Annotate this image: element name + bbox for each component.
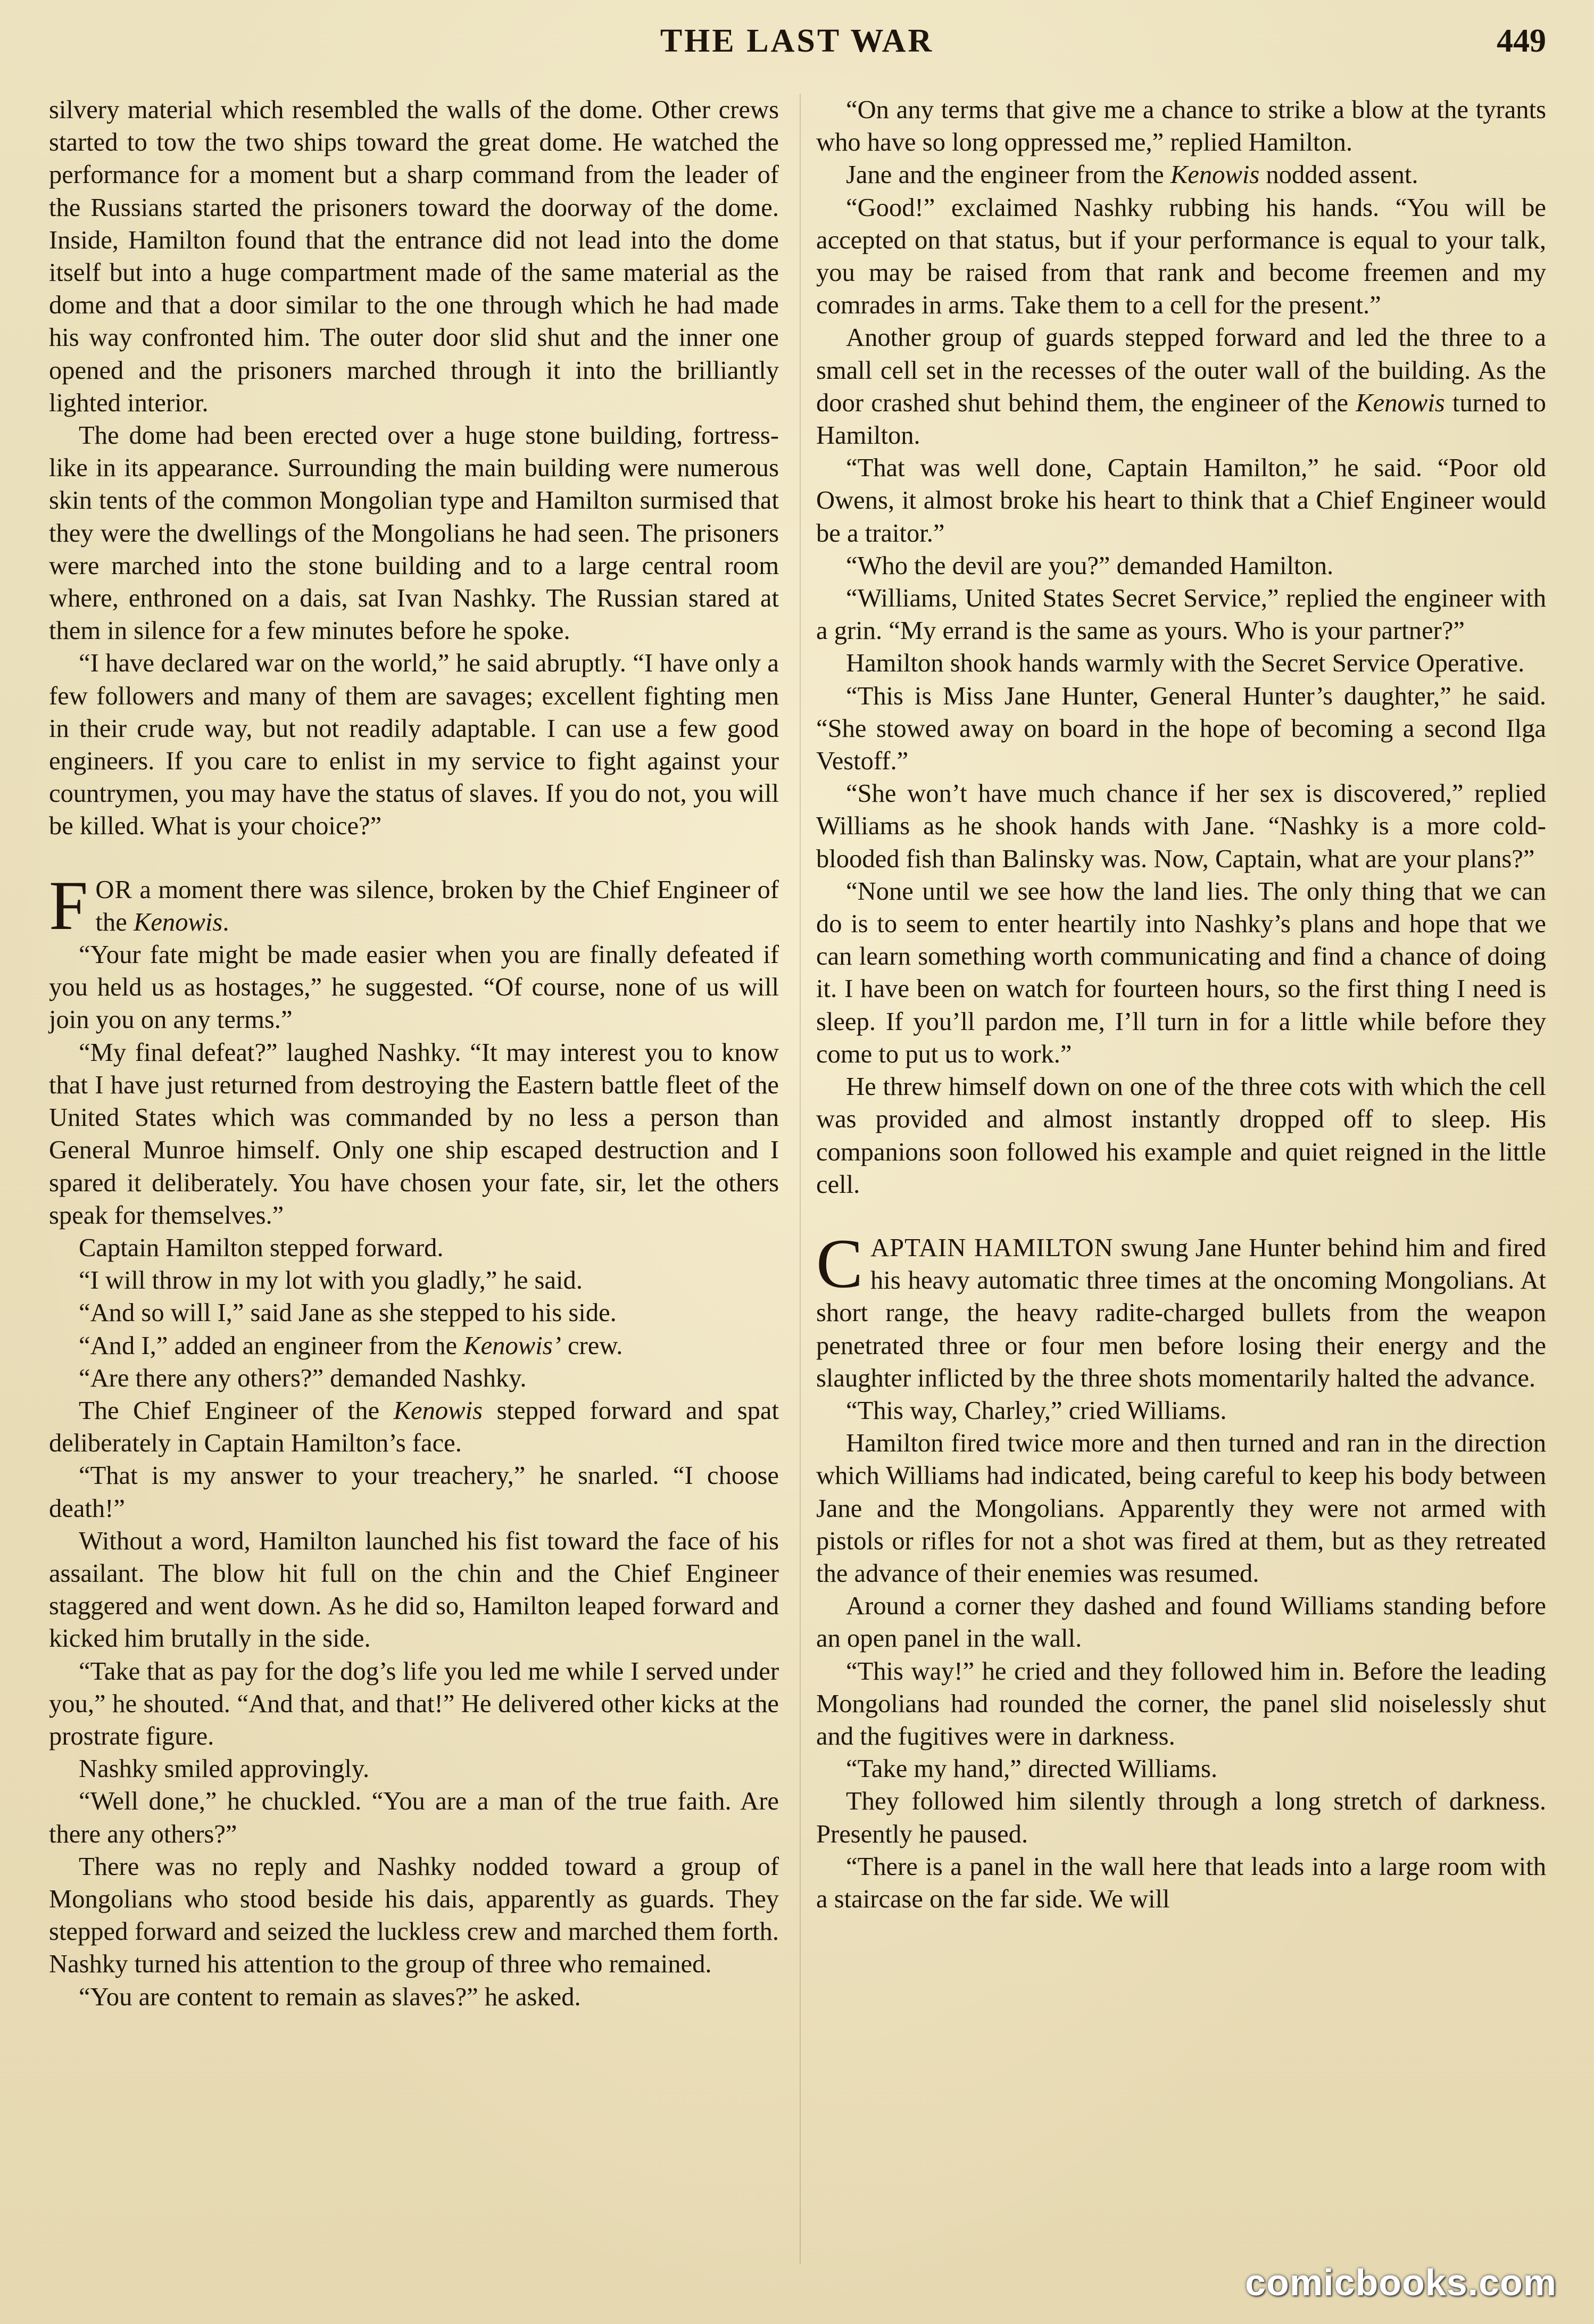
paragraph: There was no reply and Nashky nodded toward a group of Mongolians who stood beside his dais, apparently as guards. They stepped forward and seized the luckless crew and marched them forth. Nashky turned his attention to the group of three who remained. (49, 1852, 779, 1979)
paragraph: Nashky smiled approvingly. (79, 1754, 370, 1783)
drop-cap: C (816, 1224, 864, 1302)
text-run: stepped forward and spat deliberately in Captain Hamilton’s face. (49, 1396, 779, 1458)
text-run: nodded assent. (1259, 160, 1418, 189)
paragraph: “My final defeat?” laughed Nashky. “It may interest you to know that I have just returned from destroying the Eastern battle fleet of the United States which was commanded by no less a person than General Munroe himself. Only one ship escaped destruction and I spared it deliberately. You have chosen your fate, sir, let the others speak for themselves.” (49, 1038, 779, 1230)
ship-name: Kenowis (393, 1396, 483, 1425)
drop-cap: F (49, 866, 88, 944)
text-run: Jane and the engineer from the (846, 160, 1170, 189)
ship-name: Kenowis (1356, 388, 1445, 417)
paragraph: “Who the devil are you?” demanded Hamilton. (846, 551, 1334, 580)
paragraph: silvery material which resembled the walls of the dome. Other crews started to tow the two ships toward the great dome. He watched the performance for a moment but a sharp command from the leader of the Russians started the prisoners toward the doorway of the dome. Inside, Hamilton found that the entrance did not lead into the dome itself but into a huge compartment made of the same material as the dome and that a door similar to the one through which he had made his way confronted him. The outer door slid shut and the inner one opened and the prisoners marched through it into the brilliantly lighted interior. (49, 95, 779, 417)
paragraph: They followed him silently through a long stretch of darkness. Presently he paused. (816, 1787, 1546, 1848)
paragraph: Without a word, Hamilton launched his fist toward the face of his assailant. The blow hit full on the chin and the Chief Engineer staggered and went down. As he did so, Hamilton leaped forward and kicked him brutally in the side. (49, 1526, 779, 1653)
paragraph: Around a corner they dashed and found Williams standing before an open panel in the wall. (816, 1591, 1546, 1653)
paragraph: “That was well done, Captain Hamilton,” he said. “Poor old Owens, it almost broke his heart to think that a Chief Engineer would be a traitor.” (816, 453, 1546, 547)
paragraph: He threw himself down on one of the three cots with which the cell was provided and almost instantly dropped off to sleep. His companions soon followed his example and quiet reigned in the little cell. (816, 1072, 1546, 1199)
watermark: comicbooks.com (1245, 2262, 1557, 2303)
page-number: 449 (1497, 23, 1546, 59)
ship-name: Kenowis’ (463, 1331, 561, 1360)
paragraph: “Are there any others?” demanded Nashky. (79, 1363, 527, 1392)
text-run: “And I,” added an engineer from the (79, 1331, 464, 1360)
paragraph: “On any terms that give me a chance to strike a blow at the tyrants who have so long oppressed me,” replied Hamilton. (816, 95, 1546, 157)
paragraph: “And so will I,” said Jane as she stepped to his side. (79, 1298, 617, 1327)
paragraph: “None until we see how the land lies. The only thing that we can do is to seem to enter heartily into Nashky’s plans and hope that we can learn something worth communicating and find a chance of doing it. I have been on watch for fourteen hours, so the first thing I need is sleep. If you’ll pardon me, I’ll turn in for a little while before they come to put us to work.” (816, 876, 1546, 1068)
paragraph: “Williams, United States Secret Service,” replied the engineer with a grin. “My errand is the same as yours. Who is your partner?” (816, 584, 1546, 645)
ship-name: Kenowis (133, 907, 223, 936)
paragraph: “Take my hand,” directed Williams. (846, 1754, 1218, 1783)
paragraph: “There is a panel in the wall here that leads into a large room with a staircase on the far side. We will (816, 1852, 1546, 1913)
paragraph: Hamilton shook hands warmly with the Secret Service Operative. (846, 649, 1525, 678)
paragraph: “I will throw in my lot with you gladly,” he said. (79, 1266, 583, 1295)
column-divider (800, 94, 801, 2264)
left-column (49, 94, 779, 2013)
paragraph: Hamilton fired twice more and then turned and ran in the direction which Williams had indicated, being careful to keep his body between Jane and the Mongolians. Apparently they were not armed with pistols or rifles for not a shot was fired at them, but as they retreated the advance of their enemies was resumed. (816, 1429, 1546, 1588)
paragraph: “This is Miss Jane Hunter, General Hunter’s daughter,” he said. “She stowed away on board in the hope of becoming a second Ilga Vestoff.” (816, 681, 1546, 776)
section-opening-paragraph (49, 866, 779, 944)
paragraph (816, 159, 1546, 191)
paragraph (49, 1395, 779, 1459)
paragraph: “Take that as pay for the dog’s life you led me while I served under you,” he shouted. “And that, and that!” He delivered other kicks at the prostrate figure. (49, 1656, 779, 1750)
text-run: turned to Hamilton. (816, 388, 1546, 450)
right-column (816, 94, 1546, 1915)
paragraph: “She won’t have much chance if her sex is discovered,” replied Williams as he shook hands with Jane. “Nashky is a more cold-blooded fish than Balinsky was. Now, Captain, what are your plans?” (816, 779, 1546, 873)
paragraph: “This way, Charley,” cried Williams. (846, 1396, 1227, 1425)
paragraph: “Well done,” he chuckled. “You are a man of the true faith. Are there any others?” (49, 1787, 779, 1848)
text-run: . (222, 907, 229, 936)
running-head (0, 22, 1594, 70)
paragraph: “That is my answer to your treachery,” he snarled. “I choose death!” (49, 1461, 779, 1523)
ship-name: Kenowis (1170, 160, 1260, 189)
text-run: swung Jane Hunter behind him and fired his heavy automatic three times at the oncoming Mongolians. At short range, the heavy radite-charged bullets from the weapon penetrated three or four men before losing their energy and the slaughter inflicted by the three shots momentarily halted the advance. (816, 1233, 1546, 1392)
paragraph (49, 1330, 779, 1362)
text-run: a moment there was silence, broken by the Chief Engineer of the (95, 875, 779, 936)
paragraph: “Your fate might be made easier when you are finally defeated if you held us as hostages,” he suggested. “Of course, none of us will join you on any terms.” (49, 940, 779, 1034)
paragraph: “I have declared war on the world,” he said abruptly. “I have only a few followers and many of them are savages; excellent fighting men in their crude way, but not readily adaptable. I can use a few good engineers. If you care to enlist in my service to fight against your countrymen, you may have the status of slaves. If you do not, you will be killed. What is your choice?” (49, 649, 779, 841)
paragraph: “You are content to remain as slaves?” he asked. (79, 1982, 581, 2011)
paragraph: Captain Hamilton stepped forward. (79, 1233, 444, 1262)
paragraph: “Good!” exclaimed Nashky rubbing his hands. “You will be accepted on that status, but if your performance is equal to your talk, you may be raised from that rank and become freemen and my comrades in arms. Take them to a cell for the present.” (816, 193, 1546, 320)
text-run: The Chief Engineer of the (79, 1396, 394, 1425)
text-run: Another group of guards stepped forward and led the three to a small cell set in the recesses of the outer wall of the building. As the door crashed shut behind them, the engineer of the (816, 323, 1546, 417)
small-caps-lead: APTAIN HAMILTON (870, 1233, 1114, 1262)
running-title: THE LAST WAR (660, 23, 934, 59)
paragraph (816, 321, 1546, 452)
paragraph: The dome had been erected over a huge stone building, fortress-like in its appearance. Surrounding the main building were numerous skin tents of the common Mongolian type and Hamilton surmised that they were the dwellings of the Mongolians he had seen. The prisoners were marched into the stone building and to a large central room where, enthroned on a dais, sat Ivan Nashky. The Russian stared at them in silence for a few minutes before he spoke. (49, 421, 779, 645)
text-run: crew. (561, 1331, 623, 1360)
section-opening-paragraph (816, 1224, 1546, 1395)
small-caps-lead: OR (95, 875, 132, 904)
paragraph: “This way!” he cried and they followed him in. Before the leading Mongolians had rounded the corner, the panel slid noiselessly shut and the fugitives were in darkness. (816, 1656, 1546, 1750)
